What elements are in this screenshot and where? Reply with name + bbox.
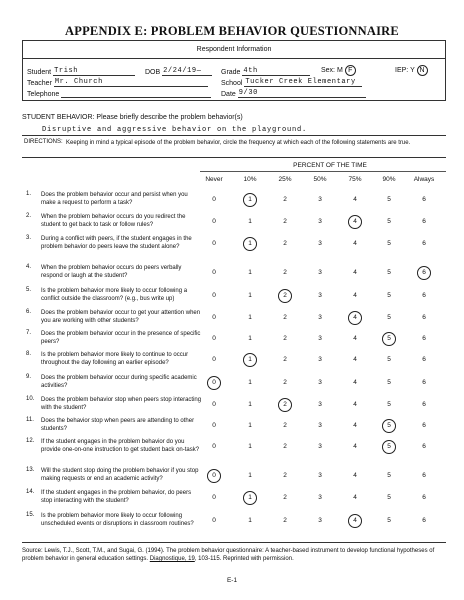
frequency-option[interactable]: 1 xyxy=(243,491,257,505)
frequency-option[interactable]: 6 xyxy=(422,472,426,479)
source-prefix: Source: Lewis, T.J., Scott, T.M., and Sugai, G. (1994). The problem behavior questionnaire: A teacher-based instrument to develop functional hypotheses of problem behavior in general education settings. xyxy=(22,548,435,562)
teacher-value[interactable]: Mr. Church xyxy=(54,78,208,87)
frequency-option[interactable]: 0 xyxy=(212,269,216,276)
question-number: 6. xyxy=(26,309,32,315)
frequency-option[interactable]: 6 xyxy=(422,240,426,247)
frequency-option[interactable]: 3 xyxy=(318,335,322,342)
frequency-option[interactable]: 3 xyxy=(318,240,322,247)
sex-option-m[interactable]: M xyxy=(336,67,343,74)
frequency-option[interactable]: 5 xyxy=(382,419,396,433)
teacher-field xyxy=(27,78,208,87)
frequency-option[interactable]: 3 xyxy=(318,422,322,429)
frequency-option[interactable]: 0 xyxy=(212,196,216,203)
frequency-option[interactable]: 2 xyxy=(278,398,292,412)
question-text: Does the problem behavior stop when peers stop interacting with the student? xyxy=(41,397,202,411)
question-text: Is the problem behavior more likely to continue to occur throughout the day following an earlier episode? xyxy=(41,352,189,366)
frequency-option[interactable]: 2 xyxy=(283,422,287,429)
frequency-option[interactable]: 5 xyxy=(387,240,391,247)
iep-field xyxy=(395,65,428,76)
student-behavior-value[interactable]: Disruptive and aggressive behavior on the playground. xyxy=(42,126,308,134)
column-header-10: 10% xyxy=(243,176,257,183)
sex-label: Sex: xyxy=(321,67,336,74)
frequency-option[interactable]: 5 xyxy=(387,218,391,225)
grade-field xyxy=(221,67,310,76)
frequency-option[interactable]: 3 xyxy=(318,472,322,479)
frequency-option[interactable]: 5 xyxy=(382,440,396,454)
frequency-option[interactable]: 5 xyxy=(387,292,391,299)
frequency-option[interactable]: 0 xyxy=(212,218,216,225)
respondent-heading: Respondent Information xyxy=(196,46,272,53)
dob-field xyxy=(145,67,212,76)
question-number: 9. xyxy=(26,374,32,380)
student-field xyxy=(27,67,135,76)
frequency-option[interactable]: 6 xyxy=(422,443,426,450)
frequency-option[interactable]: 2 xyxy=(283,356,287,363)
frequency-option[interactable]: 1 xyxy=(248,269,252,276)
question-text: Is the problem behavior more likely to occur following unscheduled events or disruptions in classroom routines? xyxy=(41,513,194,527)
frequency-option[interactable]: 6 xyxy=(422,517,426,524)
frequency-option[interactable]: 3 xyxy=(318,269,322,276)
frequency-option[interactable]: 2 xyxy=(283,335,287,342)
iep-label: IEP: xyxy=(395,67,409,74)
column-header-always: Always xyxy=(413,176,435,183)
school-label: School xyxy=(221,80,243,87)
frequency-option[interactable]: 2 xyxy=(283,517,287,524)
frequency-option[interactable]: 4 xyxy=(353,401,357,408)
frequency-option[interactable]: 5 xyxy=(387,379,391,386)
frequency-option[interactable]: 1 xyxy=(248,472,252,479)
question-number: 12. xyxy=(26,438,35,444)
frequency-option[interactable]: 3 xyxy=(318,379,322,386)
frequency-option[interactable]: 6 xyxy=(417,266,431,280)
grade-label: Grade xyxy=(221,69,241,76)
frequency-option[interactable]: 3 xyxy=(318,218,322,225)
frequency-option[interactable]: 2 xyxy=(283,472,287,479)
frequency-option[interactable]: 5 xyxy=(387,196,391,203)
question-number: 11. xyxy=(26,417,34,423)
frequency-option[interactable]: 6 xyxy=(422,379,426,386)
frequency-option[interactable]: 1 xyxy=(248,314,252,321)
column-header-25: 25% xyxy=(278,176,292,183)
school-field xyxy=(221,78,362,87)
percent-of-time-heading: PERCENT OF THE TIME xyxy=(293,162,367,169)
frequency-option[interactable]: 0 xyxy=(212,494,216,501)
question-text: Does the problem behavior occur and persist when you make a request to perform a task? xyxy=(41,192,188,206)
dob-value[interactable]: 2/24/19— xyxy=(162,67,212,76)
frequency-option[interactable]: 2 xyxy=(283,314,287,321)
frequency-option[interactable]: 4 xyxy=(353,494,357,501)
question-text: Does the problem behavior occur to get your attention when you are working with other students? xyxy=(41,310,201,324)
telephone-label: Telephone xyxy=(27,91,60,98)
frequency-option[interactable]: 2 xyxy=(283,494,287,501)
question-number: 14. xyxy=(26,489,35,495)
telephone-field xyxy=(27,89,211,98)
frequency-option[interactable]: 1 xyxy=(243,237,257,251)
frequency-option[interactable]: 3 xyxy=(318,196,322,203)
frequency-option[interactable]: 4 xyxy=(353,196,357,203)
frequency-option[interactable]: 0 xyxy=(212,240,216,247)
frequency-option[interactable]: 2 xyxy=(283,269,287,276)
frequency-option[interactable]: 0 xyxy=(212,401,216,408)
dob-label: DOB xyxy=(145,69,161,76)
frequency-option[interactable]: 2 xyxy=(283,196,287,203)
frequency-option[interactable]: 1 xyxy=(243,193,257,207)
frequency-option[interactable]: 1 xyxy=(248,218,252,225)
frequency-option[interactable]: 2 xyxy=(283,240,287,247)
question-text: If the student engages in the problem behavior, do peers stop interacting with the student? xyxy=(41,490,192,504)
frequency-option[interactable]: 0 xyxy=(212,443,216,450)
page-number: E-1 xyxy=(226,577,238,584)
frequency-option[interactable]: 5 xyxy=(387,356,391,363)
frequency-option[interactable]: 1 xyxy=(248,379,252,386)
frequency-option[interactable]: 4 xyxy=(353,335,357,342)
frequency-option[interactable]: 1 xyxy=(248,517,252,524)
frequency-option[interactable]: 0 xyxy=(207,376,221,390)
question-number: 1. xyxy=(26,191,32,197)
frequency-option[interactable]: 5 xyxy=(387,314,391,321)
frequency-option[interactable]: 6 xyxy=(422,335,426,342)
divider xyxy=(200,171,446,172)
teacher-label: Teacher xyxy=(27,80,52,87)
iep-option-n[interactable]: N xyxy=(417,65,428,76)
question-number: 7. xyxy=(26,330,32,336)
frequency-option[interactable]: 0 xyxy=(212,517,216,524)
frequency-option[interactable]: 2 xyxy=(278,289,292,303)
frequency-option[interactable]: 4 xyxy=(353,422,357,429)
student-value[interactable]: Trish xyxy=(53,67,135,76)
frequency-option[interactable]: 6 xyxy=(422,196,426,203)
question-text: Is the problem behavior more likely to occur following a conflict outside the classroom? (e.g., bus write up) xyxy=(41,288,188,302)
source-journal: Diagnostique, 19 xyxy=(149,556,195,562)
frequency-option[interactable]: 0 xyxy=(212,292,216,299)
telephone-value[interactable] xyxy=(61,89,211,98)
question-number: 15. xyxy=(26,512,35,518)
frequency-option[interactable]: 3 xyxy=(318,517,322,524)
question-number: 2. xyxy=(26,213,32,219)
question-text: Does the problem behavior occur during specific academic activities? xyxy=(41,375,197,389)
frequency-option[interactable]: 1 xyxy=(248,443,252,450)
frequency-option[interactable]: 2 xyxy=(283,379,287,386)
respondent-info-box xyxy=(22,40,446,101)
frequency-option[interactable]: 3 xyxy=(318,443,322,450)
date-label: Date xyxy=(221,91,236,98)
question-number: 4. xyxy=(26,264,32,270)
frequency-option[interactable]: 3 xyxy=(318,292,322,299)
frequency-option[interactable]: 3 xyxy=(318,494,322,501)
student-label: Student xyxy=(27,69,52,76)
grade-value[interactable]: 4th xyxy=(242,67,310,76)
sex-option-f[interactable]: F xyxy=(345,65,356,76)
frequency-option[interactable]: 4 xyxy=(353,379,357,386)
source-suffix: , 103-115. Reprinted with permission. xyxy=(194,556,294,562)
frequency-option[interactable]: 3 xyxy=(318,401,322,408)
frequency-option[interactable]: 2 xyxy=(283,218,287,225)
frequency-option[interactable]: 3 xyxy=(318,356,322,363)
source-citation xyxy=(22,547,446,563)
student-behavior-label: STUDENT BEHAVIOR: Please briefly describe the problem behavior(s) xyxy=(22,114,243,121)
frequency-option[interactable]: 5 xyxy=(382,332,396,346)
question-number: 8. xyxy=(26,351,32,357)
directions-label: DIRECTIONS: xyxy=(24,139,63,145)
frequency-option[interactable]: 4 xyxy=(353,269,357,276)
directions-text: Keeping in mind a typical episode of the problem behavior, circle the frequency at which each of the following statements are true. xyxy=(66,140,411,146)
frequency-option[interactable]: 4 xyxy=(348,514,362,528)
column-header-75: 75% xyxy=(348,176,362,183)
frequency-option[interactable]: 4 xyxy=(353,472,357,479)
question-text: Will the student stop doing the problem behavior if you stop making requests or end an academic activity? xyxy=(41,468,199,482)
frequency-option[interactable]: 2 xyxy=(283,443,287,450)
question-number: 5. xyxy=(26,287,32,293)
frequency-option[interactable]: 4 xyxy=(348,215,362,229)
frequency-option[interactable]: 6 xyxy=(422,494,426,501)
question-text: Does the problem behavior occur in the presence of specific peers? xyxy=(41,331,201,345)
frequency-option[interactable]: 1 xyxy=(248,335,252,342)
frequency-option[interactable]: 5 xyxy=(387,472,391,479)
question-text: During a conflict with peers, if the student engages in the problem behavior do peers leave the student alone? xyxy=(41,236,192,250)
frequency-option[interactable]: 4 xyxy=(353,292,357,299)
frequency-option[interactable]: 6 xyxy=(422,422,426,429)
page-title: APPENDIX E: PROBLEM BEHAVIOR QUESTIONNAIRE xyxy=(65,24,399,38)
divider xyxy=(22,135,446,136)
divider xyxy=(22,157,446,158)
frequency-option[interactable]: 1 xyxy=(248,292,252,299)
school-value[interactable]: Tucker Creek Elementary xyxy=(244,78,362,87)
divider xyxy=(22,542,446,543)
frequency-option[interactable]: 6 xyxy=(422,218,426,225)
date-field xyxy=(221,89,366,98)
frequency-option[interactable]: 5 xyxy=(387,401,391,408)
divider xyxy=(23,58,445,59)
question-number: 10. xyxy=(26,396,35,402)
frequency-option[interactable]: 6 xyxy=(422,401,426,408)
frequency-option[interactable]: 3 xyxy=(318,314,322,321)
column-header-never: Never xyxy=(205,176,223,183)
sex-field xyxy=(321,65,356,76)
frequency-option[interactable]: 5 xyxy=(387,494,391,501)
frequency-option[interactable]: 4 xyxy=(353,443,357,450)
column-header-50: 50% xyxy=(313,176,327,183)
question-text: When the problem behavior occurs do you redirect the student to get back to task or follow rules? xyxy=(41,214,186,228)
question-text: If the student engages in the problem behavior do you provide one-on-one instruction to get student back on-task? xyxy=(41,439,200,453)
question-number: 3. xyxy=(26,235,32,241)
frequency-option[interactable]: 4 xyxy=(353,356,357,363)
frequency-option[interactable]: 0 xyxy=(212,356,216,363)
frequency-option[interactable]: 0 xyxy=(212,422,216,429)
question-text: When the problem behavior occurs do peers verbally respond or laugh at the student? xyxy=(41,265,182,279)
frequency-option[interactable]: 4 xyxy=(348,311,362,325)
frequency-option[interactable]: 5 xyxy=(387,269,391,276)
frequency-option[interactable]: 4 xyxy=(353,240,357,247)
date-value[interactable]: 9/30 xyxy=(238,89,366,98)
iep-option-y[interactable]: Y xyxy=(410,67,415,74)
column-header-90: 90% xyxy=(382,176,396,183)
frequency-option[interactable]: 5 xyxy=(387,517,391,524)
frequency-option[interactable]: 0 xyxy=(207,469,221,483)
question-text: Does the behavior stop when peers are attending to other students? xyxy=(41,418,195,432)
frequency-option[interactable]: 6 xyxy=(422,356,426,363)
frequency-option[interactable]: 1 xyxy=(248,401,252,408)
frequency-option[interactable]: 1 xyxy=(248,422,252,429)
frequency-option[interactable]: 0 xyxy=(212,335,216,342)
frequency-option[interactable]: 6 xyxy=(422,292,426,299)
question-number: 13. xyxy=(26,467,35,473)
frequency-option[interactable]: 0 xyxy=(212,314,216,321)
frequency-option[interactable]: 6 xyxy=(422,314,426,321)
frequency-option[interactable]: 1 xyxy=(243,353,257,367)
